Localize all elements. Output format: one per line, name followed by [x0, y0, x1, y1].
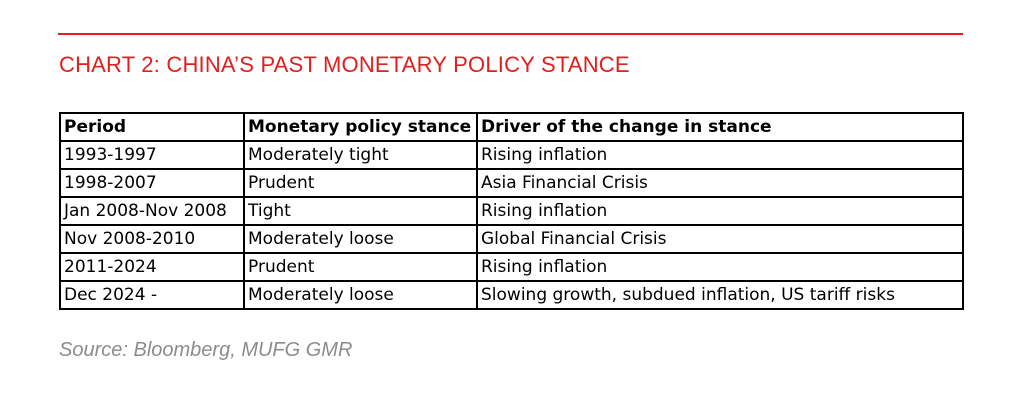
- driver-cell: Rising inflation: [477, 197, 963, 225]
- column-header-period: Period: [60, 113, 244, 141]
- stance-cell: Moderately tight: [244, 141, 477, 169]
- column-header-driver: Driver of the change in stance: [477, 113, 963, 141]
- table-header-row: [60, 113, 963, 141]
- title-rule: [58, 33, 963, 35]
- period-cell: 1993-1997: [60, 141, 244, 169]
- stance-cell: Prudent: [244, 253, 477, 281]
- stance-cell: Moderately loose: [244, 225, 477, 253]
- driver-cell: Global Financial Crisis: [477, 225, 963, 253]
- column-header-stance: Monetary policy stance: [244, 113, 477, 141]
- table-row: [60, 253, 963, 281]
- policy-table: [59, 112, 964, 310]
- chart-title: CHART 2: CHINA’S PAST MONETARY POLICY STANCE: [59, 52, 630, 77]
- driver-cell: Rising inflation: [477, 253, 963, 281]
- period-cell: 1998-2007: [60, 169, 244, 197]
- period-cell: 2011-2024: [60, 253, 244, 281]
- period-cell: Jan 2008-Nov 2008: [60, 197, 244, 225]
- stance-cell: Tight: [244, 197, 477, 225]
- table-row: [60, 225, 963, 253]
- table-row: [60, 141, 963, 169]
- period-cell: Nov 2008-2010: [60, 225, 244, 253]
- stance-cell: Prudent: [244, 169, 477, 197]
- table-row: [60, 281, 963, 309]
- period-cell: Dec 2024 -: [60, 281, 244, 309]
- stance-cell: Moderately loose: [244, 281, 477, 309]
- driver-cell: Slowing growth, subdued inflation, US tariff risks: [477, 281, 963, 309]
- source-note: Source: Bloomberg, MUFG GMR: [59, 339, 353, 361]
- driver-cell: Asia Financial Crisis: [477, 169, 963, 197]
- table-row: [60, 197, 963, 225]
- table-row: [60, 169, 963, 197]
- driver-cell: Rising inflation: [477, 141, 963, 169]
